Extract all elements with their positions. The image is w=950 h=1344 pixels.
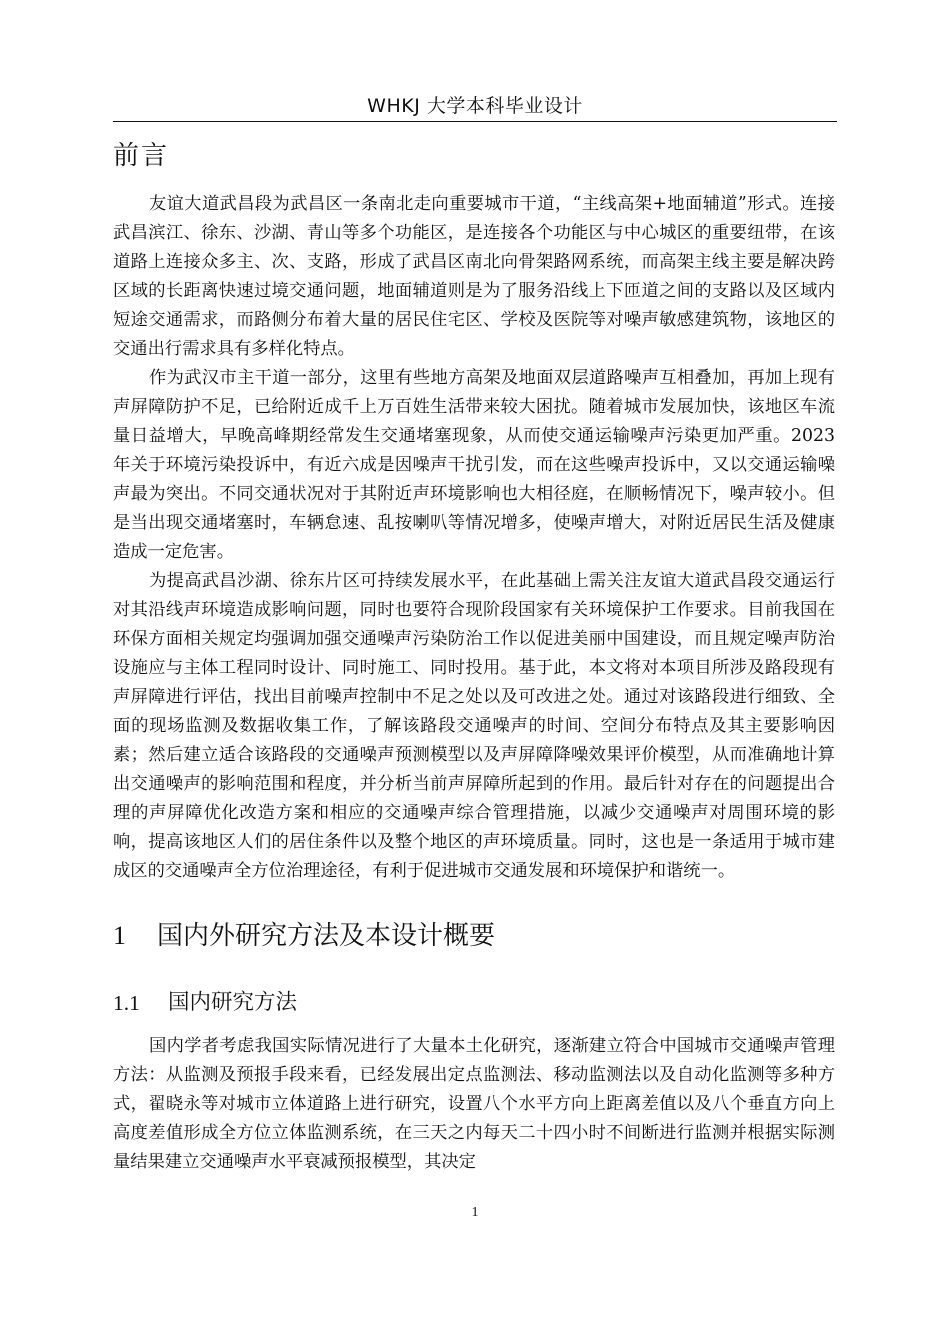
chapter-1-title: 国内外研究方法及本设计概要 xyxy=(157,921,496,951)
preface-paragraph-1: 友谊大道武昌段为武昌区一条南北走向重要城市干道，“主线高架+地面辅道”形式。连接武昌滨江、徐东、沙湖、青山等多个功能区，是连接各个功能区与中心城区的重要纽带，在该道路上连接众多主、次、支路，形成了武昌区南北向骨架路网系统，而高架主线主要是解决跨区域的长距离快速过境交通问题，地面辅道则是为了服务沿线上下匝道之间的支路以及区域内短途交通需求，而路侧分布着大量的居民住宅区、学校及医院等对噪声敏感建筑物，该地区的交通出行需求具有多样化特点。 xyxy=(113,194,835,359)
page-number: 1 xyxy=(471,1205,479,1220)
preface-heading: 前言 xyxy=(113,141,170,171)
section-1-1-heading xyxy=(113,986,835,1020)
header-rule xyxy=(113,121,837,122)
preface-paragraph-3: 为提高武昌沙湖、徐东片区可持续发展水平，在此基础上需关注友谊大道武昌段交通运行对其沿线声环境造成影响问题，同时也要符合现阶段国家有关环境保护工作要求。目前我国在环保方面相关规定均强调加强交通噪声污染防治工作以促进美丽中国建设，而且规定噪声防治设施应与主体工程同时设计、同时施工、同时投用。基于此，本文将对本项目所涉及路段现有声屏障进行评估，找出目前噪声控制中不足之处以及可改进之处。通过对该路段进行细致、全面的现场监测及数据收集工作，了解该路段交通噪声的时间、空间分布特点及其主要影响因素；然后建立适合该路段的交通噪声预测模型以及声屏障降噪效果评价模型，从而准确地计算出交通噪声的影响范围和程度，并分析当前声屏障所起到的作用。最后针对存在的问题提出合理的声屏障优化改造方案和相应的交通噪声综合管理措施，以减少交通噪声对周围环境的影响，提高该地区人们的居住条件以及整个地区的声环境质量。同时，这也是一条适用于城市建成区的交通噪声全方位治理途径，有利于促进城市交通发展和环境保护和谐统一。 xyxy=(113,571,835,881)
chapter-1-number: 1 xyxy=(113,921,126,950)
chapter-1-heading xyxy=(113,916,835,956)
section-1-1-number: 1.1 xyxy=(113,991,140,1015)
running-header: WHKJ 大学本科毕业设计 xyxy=(367,95,583,117)
section-1-1-title: 国内研究方法 xyxy=(168,990,298,1015)
preface-paragraph-2: 作为武汉市主干道一部分，这里有些地方高架及地面双层道路噪声互相叠加，再加上现有声屏障防护不足，已给附近成千上万百姓生活带来较大困扰。随着城市发展加快，该地区车流量日益增大，早晚高峰期经常发生交通堵塞现象，从而使交通运输噪声污染更加严重。2023 年关于环境污染投诉中，有近六成是因噪声干扰引发，而在这些噪声投诉中，又以交通运输噪声最为突出。不同交通状况对于其附近声环境影响也大相径庭，在顺畅情况下，噪声较小。但是当出现交通堵塞时，车辆怠速、乱按喇叭等情况增多，使噪声增大，对附近居民生活及健康造成一定危害。 xyxy=(113,368,835,562)
section-1-1-paragraph: 国内学者考虑我国实际情况进行了大量本土化研究，逐渐建立符合中国城市交通噪声管理方法：从监测及预报手段来看，已经发展出定点监测法、移动监测法以及自动化监测等多种方式，翟晓永等对城市立体道路上进行研究，设置八个水平方向上距离差值以及八个垂直方向上高度差值形成全方位立体监测系统，在三天之内每天二十四小时不间断进行监测并根据实际测量结果建立交通噪声水平衰减预报模型，其决定 xyxy=(113,1036,835,1172)
page-content xyxy=(113,136,835,1177)
